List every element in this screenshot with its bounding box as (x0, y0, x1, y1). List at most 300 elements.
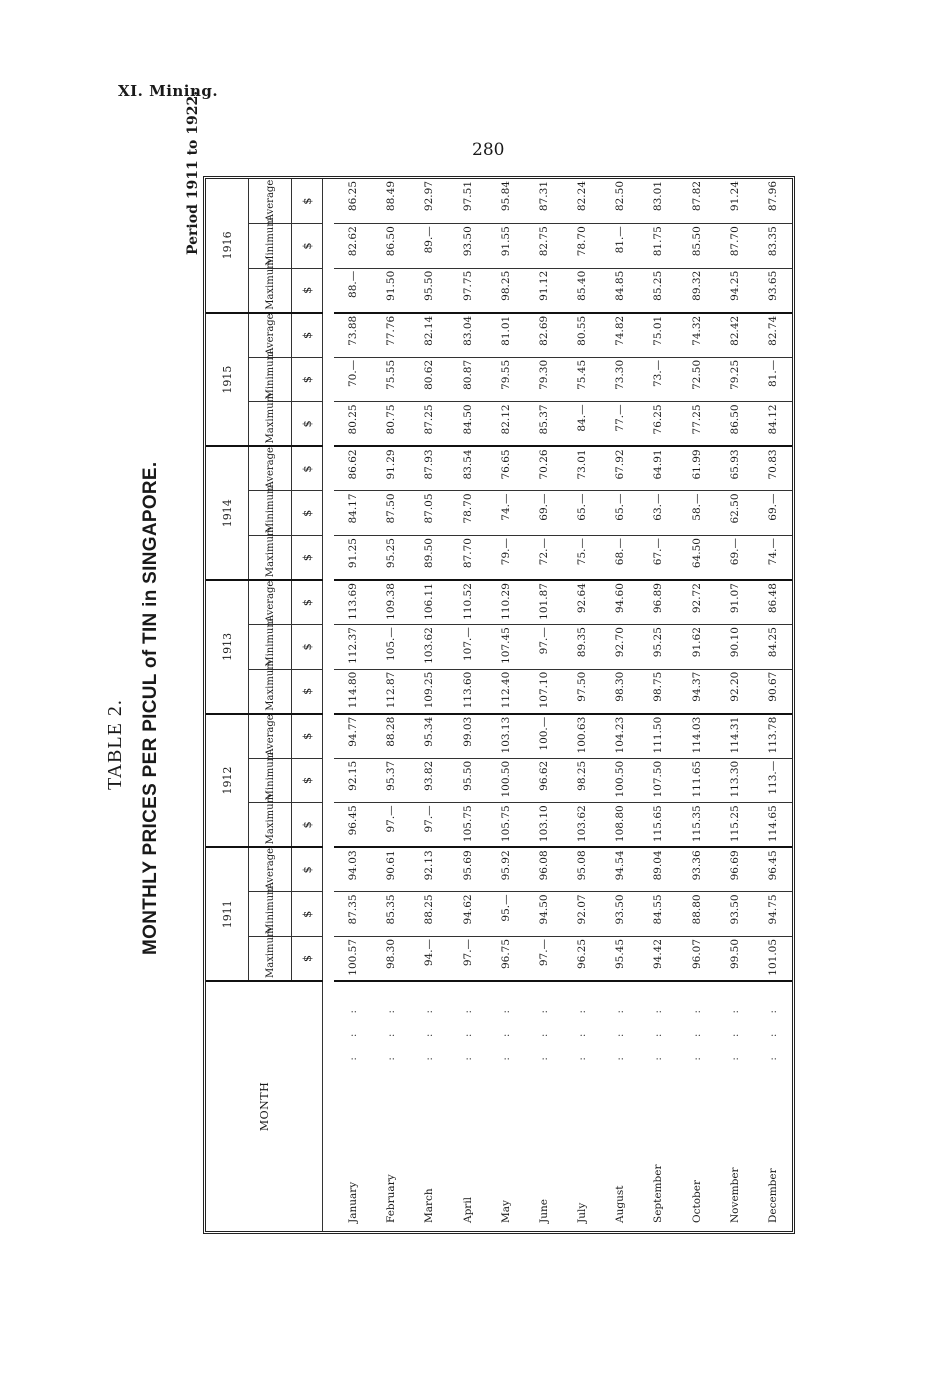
sub-header-maximum: Maximum (249, 936, 292, 981)
price-cell: 95.50 (410, 268, 448, 313)
price-cell: 95.25 (639, 625, 677, 670)
price-cell: 75.45 (563, 357, 601, 402)
price-cell: 97.— (410, 803, 448, 848)
price-cell: 84.50 (449, 402, 487, 447)
year-header: 1915 (206, 313, 249, 447)
price-cell: 72.50 (677, 357, 715, 402)
price-cell: 104.23 (601, 714, 639, 759)
unit-symbol: $ (292, 580, 323, 625)
unit-symbol: $ (292, 714, 323, 759)
price-cell: 95.84 (487, 179, 525, 224)
month-column-header: MONTH (206, 981, 323, 1231)
price-cell: 80.87 (449, 357, 487, 402)
sub-header-maximum: Maximum (249, 402, 292, 447)
price-cell: 91.29 (372, 446, 410, 491)
price-cell: 86.25 (334, 179, 372, 224)
table-frame (203, 176, 795, 1234)
month-label: September (652, 1164, 665, 1223)
price-cell: 84.— (563, 402, 601, 447)
price-cell: 89.35 (563, 625, 601, 670)
table-row (563, 179, 601, 1231)
price-cell: 69.— (754, 491, 792, 536)
price-cell: 91.55 (487, 224, 525, 269)
price-cell: 82.24 (563, 179, 601, 224)
sub-header-average: Average (249, 847, 292, 892)
price-cell: 103.10 (525, 803, 563, 848)
price-cell: 75.55 (372, 357, 410, 402)
price-cell: 94.— (410, 936, 448, 981)
month-label: December (766, 1168, 779, 1223)
unit-symbol: $ (292, 224, 323, 269)
price-cell: 96.45 (754, 847, 792, 892)
price-cell: 113.60 (449, 669, 487, 714)
price-cell: 84.12 (754, 402, 792, 447)
price-cell: 85.37 (525, 402, 563, 447)
price-cell: 90.67 (754, 669, 792, 714)
price-cell: 114.80 (334, 669, 372, 714)
price-cell: 97.— (525, 936, 563, 981)
price-cell: 94.25 (716, 268, 754, 313)
price-cell: 91.12 (525, 268, 563, 313)
price-cell: 103.62 (410, 625, 448, 670)
price-cell: 105.75 (487, 803, 525, 848)
table-row (334, 179, 372, 1231)
price-cell: 85.25 (639, 268, 677, 313)
price-cell: 94.37 (677, 669, 715, 714)
price-cell: 76.25 (639, 402, 677, 447)
price-cell: 114.65 (754, 803, 792, 848)
price-cell: 96.25 (563, 936, 601, 981)
table-row (449, 179, 487, 1231)
price-cell: 105.— (372, 625, 410, 670)
price-cell: 76.65 (487, 446, 525, 491)
price-cell: 70.— (334, 357, 372, 402)
sub-header-minimum: Minimum (249, 758, 292, 803)
price-cell: 63.— (639, 491, 677, 536)
price-cell: 82.12 (487, 402, 525, 447)
sub-header-minimum: Minimum (249, 625, 292, 670)
price-cell: 79.30 (525, 357, 563, 402)
price-cell: 77.— (601, 402, 639, 447)
price-cell: 95.08 (563, 847, 601, 892)
price-cell: 78.70 (563, 224, 601, 269)
price-cell: 114.03 (677, 714, 715, 759)
price-cell: 89.32 (677, 268, 715, 313)
sub-header-average: Average (249, 179, 292, 224)
price-cell: 92.13 (410, 847, 448, 892)
price-cell: 112.37 (334, 625, 372, 670)
unit-symbol: $ (292, 847, 323, 892)
price-table (203, 176, 795, 1234)
sub-header-minimum: Minimum (249, 224, 292, 269)
price-cell: 82.50 (601, 179, 639, 224)
price-cell: 115.25 (716, 803, 754, 848)
price-cell: 92.15 (334, 758, 372, 803)
month-label: April (461, 1196, 474, 1223)
price-cell: 103.13 (487, 714, 525, 759)
price-cell: 110.52 (449, 580, 487, 625)
price-cell: 88.— (334, 268, 372, 313)
price-cell: 95.50 (449, 758, 487, 803)
price-cell: 81.— (754, 357, 792, 402)
price-cell: 98.75 (639, 669, 677, 714)
price-cell: 94.77 (334, 714, 372, 759)
price-cell: 77.25 (677, 402, 715, 447)
sub-header-maximum: Maximum (249, 803, 292, 848)
price-cell: 62.50 (716, 491, 754, 536)
price-cell: 91.07 (716, 580, 754, 625)
price-cell: 96.62 (525, 758, 563, 803)
month-label: October (690, 1180, 703, 1223)
price-cell: 96.89 (639, 580, 677, 625)
unit-symbol: $ (292, 402, 323, 447)
month-label: January (347, 1181, 360, 1223)
price-cell: 79.55 (487, 357, 525, 402)
month-label: August (614, 1185, 627, 1223)
price-cell: 96.69 (716, 847, 754, 892)
price-cell: 100.50 (601, 758, 639, 803)
price-cell: 113.— (754, 758, 792, 803)
price-cell: 69.— (716, 536, 754, 581)
price-cell: 80.75 (372, 402, 410, 447)
price-cell: 86.48 (754, 580, 792, 625)
price-cell: 109.25 (410, 669, 448, 714)
price-cell: 87.25 (410, 402, 448, 447)
price-cell: 64.50 (677, 536, 715, 581)
price-cell: 97.— (525, 625, 563, 670)
price-cell: 96.75 (487, 936, 525, 981)
price-cell: 107.45 (487, 625, 525, 670)
leader-dots: ::: (347, 990, 360, 1061)
price-cell: 74.32 (677, 313, 715, 358)
price-cell: 87.70 (716, 224, 754, 269)
table-title: MONTHLY PRICES PER PICUL of TIN in SINGAPORE. (140, 461, 161, 955)
price-cell: 92.20 (716, 669, 754, 714)
price-cell: 82.69 (525, 313, 563, 358)
price-cell: 65.93 (716, 446, 754, 491)
price-cell: 94.75 (754, 892, 792, 937)
price-cell: 70.83 (754, 446, 792, 491)
price-cell: 107.10 (525, 669, 563, 714)
sub-header-maximum: Maximum (249, 268, 292, 313)
price-cell: 115.35 (677, 803, 715, 848)
price-cell: 92.64 (563, 580, 601, 625)
price-cell: 80.25 (334, 402, 372, 447)
price-cell: 89.— (410, 224, 448, 269)
price-cell: 73.88 (334, 313, 372, 358)
month-label: March (423, 1188, 436, 1223)
price-cell: 100.63 (563, 714, 601, 759)
price-cell: 95.45 (601, 936, 639, 981)
price-cell: 84.85 (601, 268, 639, 313)
unit-symbol: $ (292, 491, 323, 536)
unit-symbol: $ (292, 357, 323, 402)
price-cell: 98.25 (563, 758, 601, 803)
price-cell: 81.01 (487, 313, 525, 358)
table-row (525, 179, 563, 1231)
price-cell: 67.— (639, 536, 677, 581)
price-cell: 96.07 (677, 936, 715, 981)
price-cell: 87.35 (334, 892, 372, 937)
unit-symbol: $ (292, 625, 323, 670)
price-cell: 83.04 (449, 313, 487, 358)
table-row (487, 179, 525, 1231)
unit-symbol: $ (292, 669, 323, 714)
price-cell: 92.97 (410, 179, 448, 224)
price-cell: 105.75 (449, 803, 487, 848)
leader-dots: ::: (614, 990, 627, 1061)
price-cell: 114.31 (716, 714, 754, 759)
price-cell: 98.30 (372, 936, 410, 981)
price-cell: 93.50 (449, 224, 487, 269)
price-cell: 92.07 (563, 892, 601, 937)
price-cell: 69.— (525, 491, 563, 536)
unit-symbol: $ (292, 268, 323, 313)
price-cell: 74.— (487, 491, 525, 536)
price-cell: 89.04 (639, 847, 677, 892)
price-cell: 82.62 (334, 224, 372, 269)
price-cell: 79.— (487, 536, 525, 581)
price-cell: 97.51 (449, 179, 487, 224)
price-cell: 98.30 (601, 669, 639, 714)
leader-dots: ::: (499, 990, 512, 1061)
year-header: 1912 (206, 714, 249, 848)
price-cell: 91.62 (677, 625, 715, 670)
price-cell: 98.25 (487, 268, 525, 313)
price-cell: 85.40 (563, 268, 601, 313)
sub-header-maximum: Maximum (249, 669, 292, 714)
price-cell: 99.03 (449, 714, 487, 759)
price-cell: 94.54 (601, 847, 639, 892)
price-cell: 94.62 (449, 892, 487, 937)
price-cell: 95.92 (487, 847, 525, 892)
price-cell: 82.74 (754, 313, 792, 358)
price-cell: 111.50 (639, 714, 677, 759)
price-cell: 73.01 (563, 446, 601, 491)
price-cell: 90.61 (372, 847, 410, 892)
price-cell: 67.92 (601, 446, 639, 491)
price-cell: 75.— (563, 536, 601, 581)
price-cell: 111.65 (677, 758, 715, 803)
price-cell: 82.75 (525, 224, 563, 269)
month-label: June (537, 1199, 550, 1223)
price-cell: 72.— (525, 536, 563, 581)
sub-header-minimum: Minimum (249, 892, 292, 937)
price-cell: 113.30 (716, 758, 754, 803)
price-cell: 92.72 (677, 580, 715, 625)
price-cell: 93.65 (754, 268, 792, 313)
price-cell: 80.62 (410, 357, 448, 402)
price-cell: 70.26 (525, 446, 563, 491)
price-cell: 78.70 (449, 491, 487, 536)
price-cell: 103.62 (563, 803, 601, 848)
month-label: November (728, 1167, 741, 1223)
table-row (372, 179, 410, 1231)
price-cell: 80.55 (563, 313, 601, 358)
unit-symbol: $ (292, 313, 323, 358)
price-cell: 65.— (563, 491, 601, 536)
price-cell: 108.80 (601, 803, 639, 848)
price-cell: 91.24 (716, 179, 754, 224)
price-cell: 109.38 (372, 580, 410, 625)
sub-header-minimum: Minimum (249, 491, 292, 536)
price-cell: 112.87 (372, 669, 410, 714)
month-label: February (385, 1174, 398, 1223)
table-row (677, 179, 715, 1231)
price-cell: 88.25 (410, 892, 448, 937)
year-header: 1913 (206, 580, 249, 714)
price-cell: 73.30 (601, 357, 639, 402)
unit-symbol: $ (292, 892, 323, 937)
price-cell: 93.82 (410, 758, 448, 803)
year-header: 1916 (206, 179, 249, 313)
price-cell: 64.91 (639, 446, 677, 491)
price-cell: 83.35 (754, 224, 792, 269)
price-cell: 95.69 (449, 847, 487, 892)
price-cell: 95.— (487, 892, 525, 937)
unit-symbol: $ (292, 936, 323, 981)
price-cell: 81.75 (639, 224, 677, 269)
leader-dots: ::: (690, 990, 703, 1061)
unit-symbol: $ (292, 758, 323, 803)
price-cell: 95.37 (372, 758, 410, 803)
price-cell: 83.01 (639, 179, 677, 224)
price-cell: 81.— (601, 224, 639, 269)
price-cell: 87.05 (410, 491, 448, 536)
price-cell: 88.49 (372, 179, 410, 224)
price-cell: 107.50 (639, 758, 677, 803)
price-cell: 101.87 (525, 580, 563, 625)
table-label: TABLE 2. (104, 699, 126, 790)
unit-symbol: $ (292, 536, 323, 581)
leader-dots: ::: (576, 990, 589, 1061)
section-header: XI. Mining. (118, 82, 219, 100)
year-header: 1911 (206, 847, 249, 981)
price-cell: 84.55 (639, 892, 677, 937)
price-cell: 113.78 (754, 714, 792, 759)
price-cell: 74.— (754, 536, 792, 581)
price-cell: 100.— (525, 714, 563, 759)
price-cell: 77.76 (372, 313, 410, 358)
month-label: July (576, 1202, 589, 1223)
price-cell: 86.50 (372, 224, 410, 269)
leader-dots: ::: (423, 990, 436, 1061)
leader-dots: ::: (766, 990, 779, 1061)
table-row (754, 179, 792, 1231)
price-cell: 90.10 (716, 625, 754, 670)
price-cell: 94.42 (639, 936, 677, 981)
unit-symbol: $ (292, 446, 323, 491)
price-cell: 79.25 (716, 357, 754, 402)
price-cell: 97.50 (563, 669, 601, 714)
price-cell: 84.17 (334, 491, 372, 536)
price-cell: 83.54 (449, 446, 487, 491)
price-cell: 94.50 (525, 892, 563, 937)
price-cell: 85.50 (677, 224, 715, 269)
leader-dots: ::: (652, 990, 665, 1061)
leader-dots: ::: (385, 990, 398, 1061)
price-cell: 84.25 (754, 625, 792, 670)
price-cell: 93.50 (716, 892, 754, 937)
table-row (601, 179, 639, 1231)
year-header: 1914 (206, 446, 249, 580)
price-cell: 97.— (372, 803, 410, 848)
price-cell: 91.50 (372, 268, 410, 313)
price-cell: 95.25 (372, 536, 410, 581)
price-cell: 96.45 (334, 803, 372, 848)
unit-symbol: $ (292, 803, 323, 848)
price-cell: 82.42 (716, 313, 754, 358)
price-cell: 68.— (601, 536, 639, 581)
price-cell: 58.— (677, 491, 715, 536)
sub-header-average: Average (249, 580, 292, 625)
price-cell: 87.50 (372, 491, 410, 536)
price-cell: 87.93 (410, 446, 448, 491)
price-cell: 106.11 (410, 580, 448, 625)
price-cell: 92.70 (601, 625, 639, 670)
sub-header-average: Average (249, 313, 292, 358)
price-cell: 87.82 (677, 179, 715, 224)
price-cell: 99.50 (716, 936, 754, 981)
price-cell: 75.01 (639, 313, 677, 358)
price-cell: 82.14 (410, 313, 448, 358)
leader-dots: ::: (728, 990, 741, 1061)
price-cell: 94.60 (601, 580, 639, 625)
price-cell: 74.82 (601, 313, 639, 358)
sub-header-minimum: Minimum (249, 357, 292, 402)
sub-header-average: Average (249, 446, 292, 491)
price-cell: 107.— (449, 625, 487, 670)
price-cell: 94.03 (334, 847, 372, 892)
price-cell: 87.31 (525, 179, 563, 224)
price-cell: 88.80 (677, 892, 715, 937)
price-cell: 93.36 (677, 847, 715, 892)
price-cell: 93.50 (601, 892, 639, 937)
price-cell: 101.05 (754, 936, 792, 981)
price-cell: 89.50 (410, 536, 448, 581)
price-cell: 86.50 (716, 402, 754, 447)
leader-dots: ::: (537, 990, 550, 1061)
price-cell: 73.— (639, 357, 677, 402)
table-row (410, 179, 448, 1231)
unit-symbol: $ (292, 179, 323, 224)
period-label: Period 1911 to 1922. (185, 90, 201, 255)
price-cell: 85.35 (372, 892, 410, 937)
price-cell: 100.50 (487, 758, 525, 803)
price-cell: 61.99 (677, 446, 715, 491)
month-label: May (499, 1200, 512, 1223)
price-cell: 110.29 (487, 580, 525, 625)
price-cell: 65.— (601, 491, 639, 536)
leader-dots: ::: (461, 990, 474, 1061)
price-cell: 91.25 (334, 536, 372, 581)
price-cell: 86.62 (334, 446, 372, 491)
sub-header-average: Average (249, 714, 292, 759)
price-cell: 87.96 (754, 179, 792, 224)
price-cell: 87.70 (449, 536, 487, 581)
price-cell: 88.28 (372, 714, 410, 759)
table-row (639, 179, 677, 1231)
price-cell: 97.— (449, 936, 487, 981)
price-cell: 113.69 (334, 580, 372, 625)
page-number: 280 (472, 140, 505, 160)
price-cell: 95.34 (410, 714, 448, 759)
price-cell: 112.40 (487, 669, 525, 714)
price-cell: 97.75 (449, 268, 487, 313)
table-row (716, 179, 754, 1231)
price-cell: 96.08 (525, 847, 563, 892)
price-cell: 115.65 (639, 803, 677, 848)
